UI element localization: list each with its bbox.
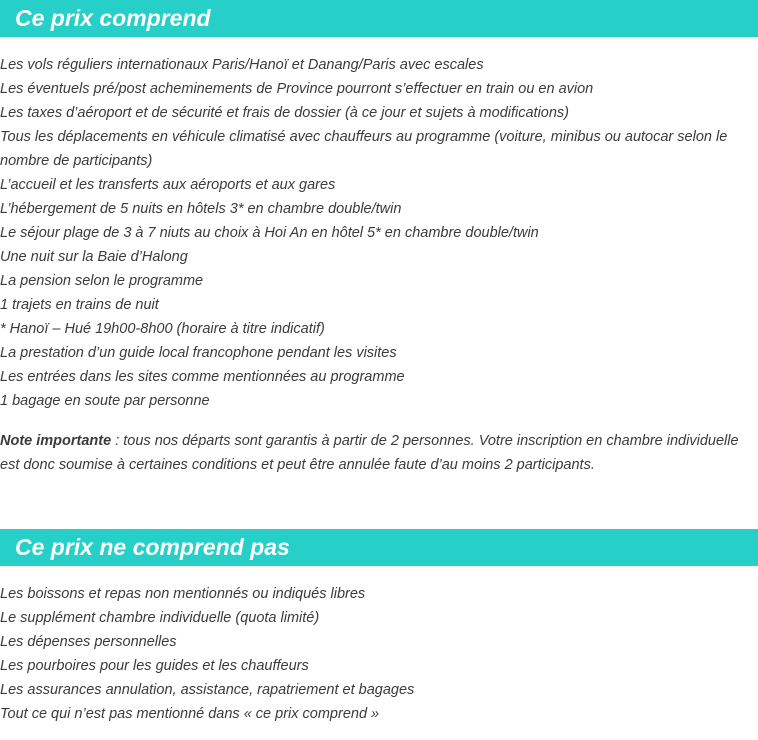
- list-item: Les éventuels pré/post acheminements de Province pourront s’effectuer en train ou en avion: [0, 81, 594, 97]
- note-text: : tous nos départs sont garantis à partir de 2 personnes. Votre inscription en chambre individuelle est donc soumise à certaines conditions et peut être annulée faute d’au moins 2 participants.: [0, 433, 739, 473]
- note-label: Note importante: [0, 433, 112, 449]
- list-item: Une nuit sur la Baie d’Halong: [0, 249, 188, 265]
- list-item: Les taxes d’aéroport et de sécurité et frais de dossier (à ce jour et sujets à modifications): [0, 105, 570, 121]
- list-item: La prestation d’un guide local francophone pendant les visites: [0, 345, 397, 361]
- list-item: 1 bagage en soute par personne: [0, 393, 210, 409]
- list-item: Les dépenses personnelles: [0, 634, 177, 650]
- list-item: 1 trajets en trains de nuit: [0, 297, 159, 313]
- list-item: Le séjour plage de 3 à 7 niuts au choix à Hoi An en hôtel 5* en chambre double/twin: [0, 225, 539, 241]
- list-item: L’accueil et les transferts aux aéroports et aux gares: [0, 177, 336, 193]
- list-item: Les pourboires pour les guides et les chauffeurs: [0, 658, 309, 674]
- important-note: [0, 429, 758, 477]
- list-item: Tous les déplacements en véhicule climatisé avec chauffeurs au programme (voiture, minibus ou autocar selon le nombre de participants): [0, 129, 728, 169]
- list-item: * Hanoï – Hué 19h00-8h00 (horaire à titre indicatif): [0, 321, 325, 337]
- list-item: Le supplément chambre individuelle (quota limité): [0, 610, 320, 626]
- section-title-not-included: Ce prix ne comprend pas: [0, 529, 758, 566]
- list-item: Les assurances annulation, assistance, rapatriement et bagages: [0, 682, 415, 698]
- list-item: Les boissons et repas non mentionnés ou indiqués libres: [0, 586, 366, 602]
- section-not-included: [0, 529, 758, 726]
- list-item: Les entrées dans les sites comme mentionnées au programme: [0, 369, 405, 385]
- not-included-list: [0, 582, 758, 726]
- list-item: Tout ce qui n’est pas mentionné dans « ce prix comprend »: [0, 706, 380, 722]
- list-item: La pension selon le programme: [0, 273, 204, 289]
- section-title-included: Ce prix comprend: [0, 0, 758, 37]
- included-list: [0, 53, 758, 413]
- list-item: L’hébergement de 5 nuits en hôtels 3* en chambre double/twin: [0, 201, 402, 217]
- list-item: Les vols réguliers internationaux Paris/Hanoï et Danang/Paris avec escales: [0, 57, 484, 73]
